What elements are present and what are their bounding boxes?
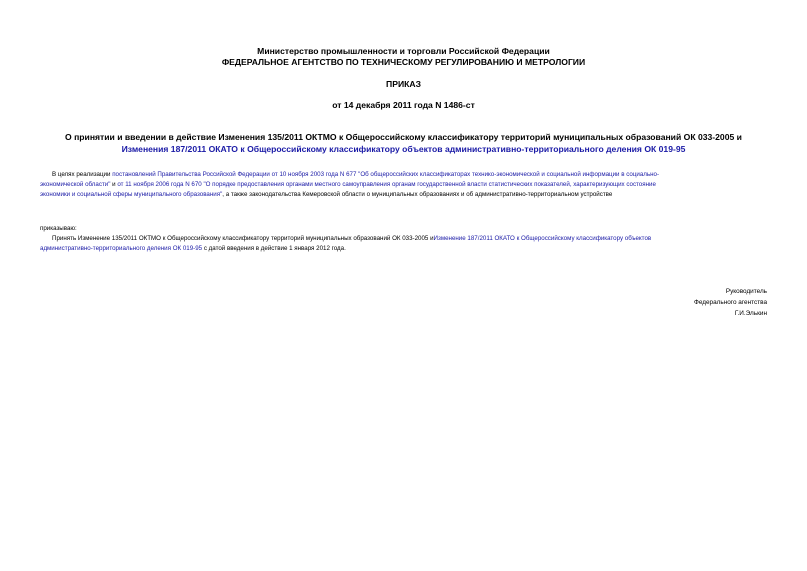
agency-name: ФЕДЕРАЛЬНОЕ АГЕНТСТВО ПО ТЕХНИЧЕСКОМУ РЕГУЛИРОВАНИЮ И МЕТРОЛОГИИ: [221, 57, 586, 67]
preamble-text-2: и: [110, 181, 118, 188]
order-body-paragraph: [40, 234, 770, 254]
document-header: [0, 46, 807, 68]
order-body-text-2: с датой введения в действие 1 января 2012 года.: [202, 245, 346, 252]
subject-line-1: О принятии и введении в действие Изменения 135/2011 ОКТМО к Общероссийскому классификатору территорий муниципальных образований ОК 033-2005 и: [65, 132, 742, 142]
order-body-link-okato-change-cont[interactable]: административно-территориального деления ОК 019-95: [40, 245, 203, 252]
signature-org: Федерального агентства: [693, 299, 767, 306]
order-title: ПРИКАЗ: [386, 79, 421, 89]
signature-position: Руководитель: [725, 288, 767, 295]
preamble-link-decree-677[interactable]: постановлений Правительства Российской Федерации от 10 ноября 2003 года N 677 "Об общероссийских классификаторах технико-экономической и социальной информации в социально-: [112, 171, 660, 178]
preamble-link-decree-677-cont[interactable]: экономической области": [40, 181, 111, 188]
preamble-link-decree-670-cont[interactable]: экономики и социальной сферы муниципального образования": [40, 191, 223, 198]
order-body-text-1: Принять Изменение 135/2011 ОКТМО к Общероссийскому классификатору территорий муниципальных образований ОК 033-2005 и: [52, 235, 434, 242]
preamble-paragraph: [40, 170, 770, 200]
subject-link-okato-change[interactable]: Изменения 187/2011 ОКАТО к Общероссийскому классификатору объектов административно-территориального деления ОК 019-95: [121, 144, 686, 154]
preamble-link-decree-670[interactable]: от 11 ноября 2006 года N 670 "О порядке предоставления органами местного самоуправления органам государственной власти статистических показателей, характеризующих состояние: [117, 181, 656, 188]
signature-name: Г.И.Элькин: [734, 310, 767, 317]
order-label: приказываю:: [40, 225, 77, 232]
order-date-number: от 14 декабря 2011 года N 1486-ст: [332, 100, 475, 110]
preamble-text-1: В целях реализации: [52, 171, 113, 178]
order-subject: [40, 131, 767, 155]
ministry-name: Министерство промышленности и торговли Российской Федерации: [257, 46, 550, 56]
preamble-text-3: , а также законодательства Кемеровской области о муниципальных образованиях и об административно-территориальном устройстве: [222, 191, 613, 198]
signature-block: [694, 286, 767, 319]
order-body-link-okato-change[interactable]: Изменение 187/2011 ОКАТО к Общероссийскому классификатору объектов: [433, 235, 652, 242]
